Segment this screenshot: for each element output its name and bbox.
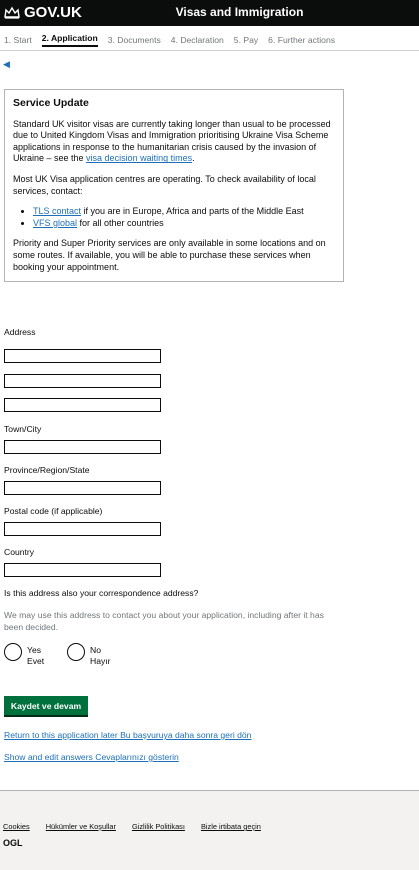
radio-yes[interactable] [4,643,44,667]
header-bar [0,0,419,26]
town-input[interactable] [4,440,161,454]
vfs-global-link[interactable]: VFS global [33,217,78,228]
step-application[interactable]: 2. Application [42,33,98,47]
correspondence-question: Is this address also your correspondence address? [4,588,199,598]
step-further-actions: 6. Further actions [268,35,336,45]
notice-para-3: Priority and Super Priority services are only available in some locations and on some routes. If available, you will be able to purchase these services when booking your appointment. [13,238,326,272]
contact-list [13,206,335,229]
footer-link-privacy[interactable]: Gizlilik Politikası [131,822,185,831]
country-input[interactable] [4,563,161,577]
return-later-link[interactable]: Return to this application later Bu başvuruya daha sonra geri dön [4,730,252,740]
address-label: Address [4,327,36,337]
radio-yes-label: Yes [27,645,42,655]
address-line-3-input[interactable] [4,398,161,412]
brand-text: GOV.UK [24,4,82,21]
notice-para-1: Standard UK visitor visas are currently taking longer than usual to be processed due to United Kingdom Visas and Immigration prioritising Ukraine Visa Scheme applications in response to the humanitarian crisis caused by the invasion of Ukraine – see the visa decision waiting times. [13,118,331,164]
country-label: Country [4,547,35,557]
step-documents: 3. Documents [107,35,161,45]
back-arrow-icon[interactable]: ◀ [3,59,10,69]
footer [0,790,419,870]
visa-waiting-times-link[interactable]: visa decision waiting times [86,153,193,164]
postal-code-label: Postal code (if applicable) [4,506,103,516]
step-pay: 5. Pay [233,35,259,45]
radio-no[interactable] [67,643,111,667]
list-item: • VFS global for all other countries [33,218,335,230]
address-line-1-input[interactable] [4,349,161,363]
footer-links [3,822,261,831]
radio-yes-circle[interactable] [4,643,22,661]
footer-link-terms[interactable]: Hükümler ve Koşullar [45,822,116,831]
step-start[interactable]: 1. Start [4,35,32,45]
show-edit-answers-link[interactable]: Show and edit answers Cevaplarınızı gösterin [4,752,179,762]
ogl-logo: OGL [3,838,23,848]
province-input[interactable] [4,481,161,495]
service-name[interactable]: Visas and Immigration [175,5,304,19]
notice-para-2: Most UK Visa application centres are operating. To check availability of local services, contact: [13,173,316,196]
address-line-2-input[interactable] [4,374,161,388]
radio-no-sub-label: Hayır [90,656,111,666]
footer-link-cookies[interactable]: Cookies [3,822,30,831]
notice-title: Service Update [13,97,89,109]
step-declaration: 4. Declaration [170,35,224,45]
service-update-panel [4,89,344,282]
radio-yes-sub-label: Evet [27,656,45,666]
progress-steps [0,30,419,51]
province-label: Province/Region/State [4,465,90,475]
list-item: • TLS contact if you are in Europe, Africa and parts of the Middle East [33,206,335,218]
town-label: Town/City [4,424,42,434]
save-continue-button[interactable]: Kaydet ve devam [4,696,88,715]
radio-no-label: No [90,645,101,655]
postal-code-input[interactable] [4,522,161,536]
radio-no-circle[interactable] [67,643,85,661]
footer-link-contact[interactable]: Bizle irtibata geçin [200,822,261,831]
correspondence-hint: We may use this address to contact you about your application, including after it has been decided. [4,610,324,632]
tls-contact-link[interactable]: TLS contact [33,206,82,217]
